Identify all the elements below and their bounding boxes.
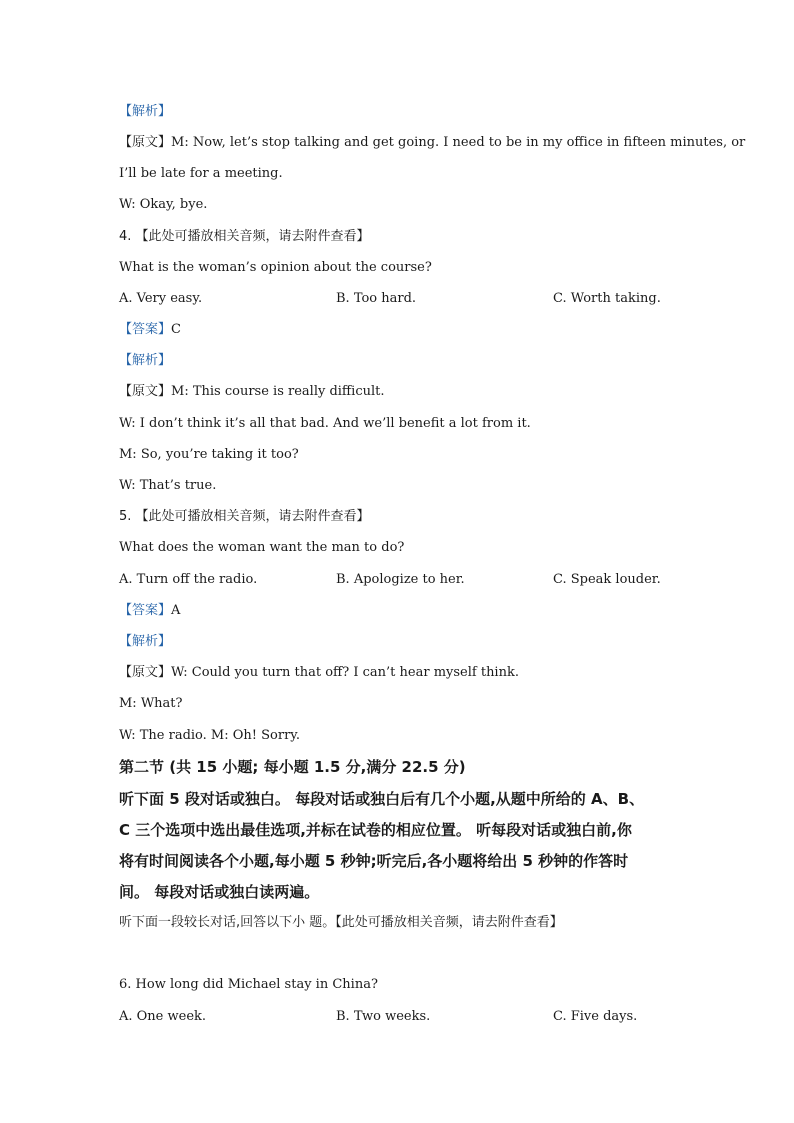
answer-label: 【答案】 — [119, 603, 172, 618]
answer-line — [119, 322, 181, 338]
answer-label: 【答案】 — [119, 322, 172, 337]
option-b: B. Two weeks. — [336, 1009, 431, 1024]
transcript-line: W: The radio. M: Oh! Sorry. — [119, 728, 301, 743]
transcript-line: I’ll be late for a meeting. — [119, 166, 283, 181]
option-a: A. One week. — [119, 1009, 207, 1024]
option-c: C. Speak louder. — [553, 572, 661, 587]
answer-value: C — [171, 322, 181, 337]
section-instructions: 将有时间阅读各个小题,每小题 5 秒钟;听完后,各小题将给出 5 秒钟的作答时 — [119, 852, 629, 870]
sub-instruction: 听下面一段较长对话,回答以下小 题。【此处可播放相关音频，请去附件查看】 — [119, 915, 563, 930]
transcript-text: W: Could you turn that off? I can’t hear myself think. — [171, 665, 519, 680]
transcript-line: M: So, you’re taking it too? — [119, 447, 299, 462]
original-label: 【原文】 — [119, 384, 172, 399]
option-b: B. Apologize to her. — [336, 572, 465, 587]
question-text: What is the woman’s opinion about the course? — [119, 260, 432, 275]
option-a: A. Turn off the radio. — [119, 572, 258, 587]
transcript-line — [119, 384, 385, 400]
transcript-line: W: Okay, bye. — [119, 197, 208, 212]
question-text: What does the woman want the man to do? — [119, 540, 405, 555]
analysis-label: 【解析】 — [119, 353, 172, 368]
section-instructions: C 三个选项中选出最佳选项,并标在试卷的相应位置。 听每段对话或独白前,你 — [119, 821, 632, 839]
transcript-line — [119, 665, 519, 681]
transcript-line: M: What? — [119, 696, 183, 711]
transcript-line: W: I don’t think it’s all that bad. And we’ll benefit a lot from it. — [119, 416, 531, 431]
analysis-label: 【解析】 — [119, 634, 172, 649]
transcript-line — [119, 135, 745, 151]
transcript-text: M: Now, let’s stop talking and get going. I need to be in my office in fifteen minutes, or — [171, 135, 746, 150]
section-title: 第二节 (共 15 小题; 每小题 1.5 分,满分 22.5 分) — [119, 758, 466, 776]
analysis-label: 【解析】 — [119, 104, 172, 119]
question-text: 6. How long did Michael stay in China? — [119, 977, 378, 992]
option-a: A. Very easy. — [119, 291, 203, 306]
original-label: 【原文】 — [119, 135, 172, 150]
question-header: 5. 【此处可播放相关音频，请去附件查看】 — [119, 509, 370, 524]
answer-value: A — [171, 603, 181, 618]
question-header: 4. 【此处可播放相关音频，请去附件查看】 — [119, 229, 370, 244]
original-label: 【原文】 — [119, 665, 172, 680]
transcript-text: M: This course is really difficult. — [171, 384, 385, 399]
section-instructions: 听下面 5 段对话或独白。 每段对话或独白后有几个小题,从题中所给的 A、B、 — [119, 790, 645, 808]
option-c: C. Worth taking. — [553, 291, 661, 306]
section-instructions: 间。 每段对话或独白读两遍。 — [119, 883, 320, 901]
answer-line — [119, 603, 180, 619]
option-b: B. Too hard. — [336, 291, 417, 306]
transcript-line: W: That’s true. — [119, 478, 217, 493]
option-c: C. Five days. — [553, 1009, 638, 1024]
